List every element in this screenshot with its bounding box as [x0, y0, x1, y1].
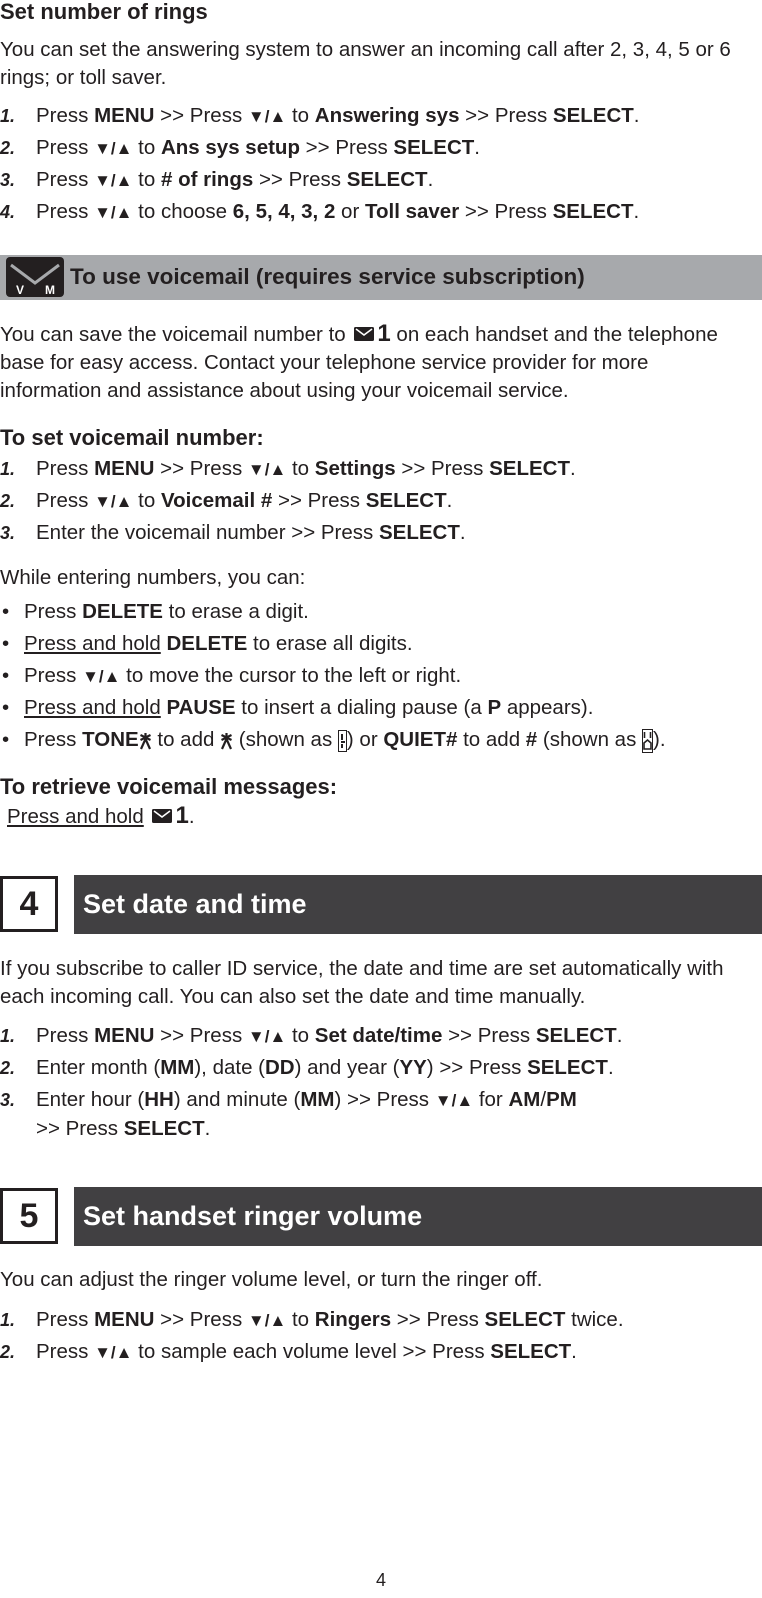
bullet-delete-hold: • Press and hold DELETE to erase all digits. [2, 632, 413, 655]
rings-intro: You can set the answering system to answer an incoming call after 2, 3, 4, 5 or 6 rings; or toll saver. [0, 38, 731, 89]
voicemail-step-3: 3. Enter the voicemail number >> Press SELECT. [0, 521, 466, 544]
bullet-tone: • Press TONE to add (shown as ) or QUIET# to add # (shown as ). [2, 728, 666, 751]
nav-arrows: ▼/▲ [94, 492, 133, 511]
ringer-step-1: 1. Press MENU >> Press ▼/▲ to Ringers >> Press SELECT twice. [0, 1308, 624, 1331]
bullet-pause: • Press and hold PAUSE to insert a dialing pause (a P appears). [2, 696, 594, 719]
rings-steps [0, 102, 760, 230]
section-number-badge: 5 [0, 1188, 58, 1244]
rings-step-2: 2. Press ▼/▲ to Ans sys setup >> Press SELECT. [0, 136, 480, 159]
nav-arrows: ▼/▲ [247, 1027, 287, 1046]
date-steps [0, 1022, 760, 1142]
hash-display-icon [642, 729, 653, 753]
svg-text:M: M [45, 283, 55, 297]
envelope-icon [354, 327, 374, 341]
pause-display-icon [338, 730, 347, 752]
voicemail-step-1: 1. Press MENU >> Press ▼/▲ to Settings >> Press SELECT. [0, 457, 576, 480]
star-icon [220, 732, 233, 750]
bullet-cursor: • Press ▼/▲ to move the cursor to the left or right. [2, 664, 462, 687]
ringer-step-2: 2. Press ▼/▲ to sample each volume level >> Press SELECT. [0, 1340, 577, 1363]
voicemail-banner [0, 255, 762, 300]
nav-arrows: ▼/▲ [247, 1311, 287, 1330]
voicemail-envelope-icon [6, 257, 64, 297]
nav-arrows: ▼/▲ [94, 139, 133, 158]
ringer-steps [0, 1306, 760, 1370]
nav-arrows: ▼/▲ [247, 107, 287, 126]
date-intro: If you subscribe to caller ID service, the date and time are set automatically with each incoming call. You can also set the date and time manually. [0, 957, 724, 1008]
rings-section-title: Set number of rings [0, 0, 208, 24]
ringer-intro: You can adjust the ringer volume level, or turn the ringer off. [0, 1268, 543, 1291]
set-voicemail-title: To set voicemail number: [0, 425, 264, 450]
page-number: 4 [375, 1570, 386, 1590]
nav-arrows: ▼/▲ [94, 1343, 133, 1362]
voicemail-intro: You can save the voicemail number to 1 on each handset and the telephone base for easy access. Contact your telephone service provider for more information and assistance about using your voicemail service. [0, 320, 718, 402]
date-section-title: Set date and time [83, 889, 307, 919]
voicemail-banner-title: To use voicemail (requires service subscription) [70, 264, 585, 289]
nav-arrows: ▼/▲ [82, 667, 121, 686]
nav-arrows: ▼/▲ [247, 460, 287, 479]
retrieve-title: To retrieve voicemail messages: [0, 774, 338, 799]
section-number-badge: 4 [0, 876, 58, 932]
retrieve-instruction: Press and hold 1. [7, 802, 195, 829]
star-key-icon [139, 732, 152, 750]
ringer-section-banner [74, 1187, 762, 1246]
voicemail-step-2: 2. Press ▼/▲ to Voicemail # >> Press SELECT. [0, 489, 453, 512]
date-section-banner [74, 875, 762, 934]
nav-arrows: ▼/▲ [94, 171, 133, 190]
ringer-section-title: Set handset ringer volume [83, 1201, 423, 1231]
while-entering-list [0, 598, 760, 758]
date-step-2: 2. Enter month (MM), date (DD) and year (YY) >> Press SELECT. [0, 1056, 614, 1079]
key-one: 1 [377, 320, 391, 347]
svg-text:V: V [16, 283, 25, 297]
envelope-icon [152, 809, 172, 823]
while-entering-intro: While entering numbers, you can: [0, 566, 306, 589]
date-step-3: 3. Enter hour (HH) and minute (MM) >> Press ▼/▲ for AM/PM >> Press SELECT. [0, 1088, 577, 1140]
rings-step-4: 4. Press ▼/▲ to choose 6, 5, 4, 3, 2 or Toll saver >> Press SELECT. [0, 200, 640, 223]
bullet-delete: • Press DELETE to erase a digit. [2, 600, 309, 623]
nav-arrows: ▼/▲ [94, 203, 133, 222]
rings-step-3: 3. Press ▼/▲ to # of rings >> Press SELECT. [0, 168, 434, 191]
rings-step-1: 1. Press MENU >> Press ▼/▲ to Answering sys >> Press SELECT. [0, 104, 640, 127]
nav-arrows: ▼/▲ [434, 1091, 474, 1110]
set-voicemail-steps [0, 455, 760, 551]
key-one: 1 [175, 802, 189, 829]
date-step-1: 1. Press MENU >> Press ▼/▲ to Set date/time >> Press SELECT. [0, 1024, 623, 1047]
